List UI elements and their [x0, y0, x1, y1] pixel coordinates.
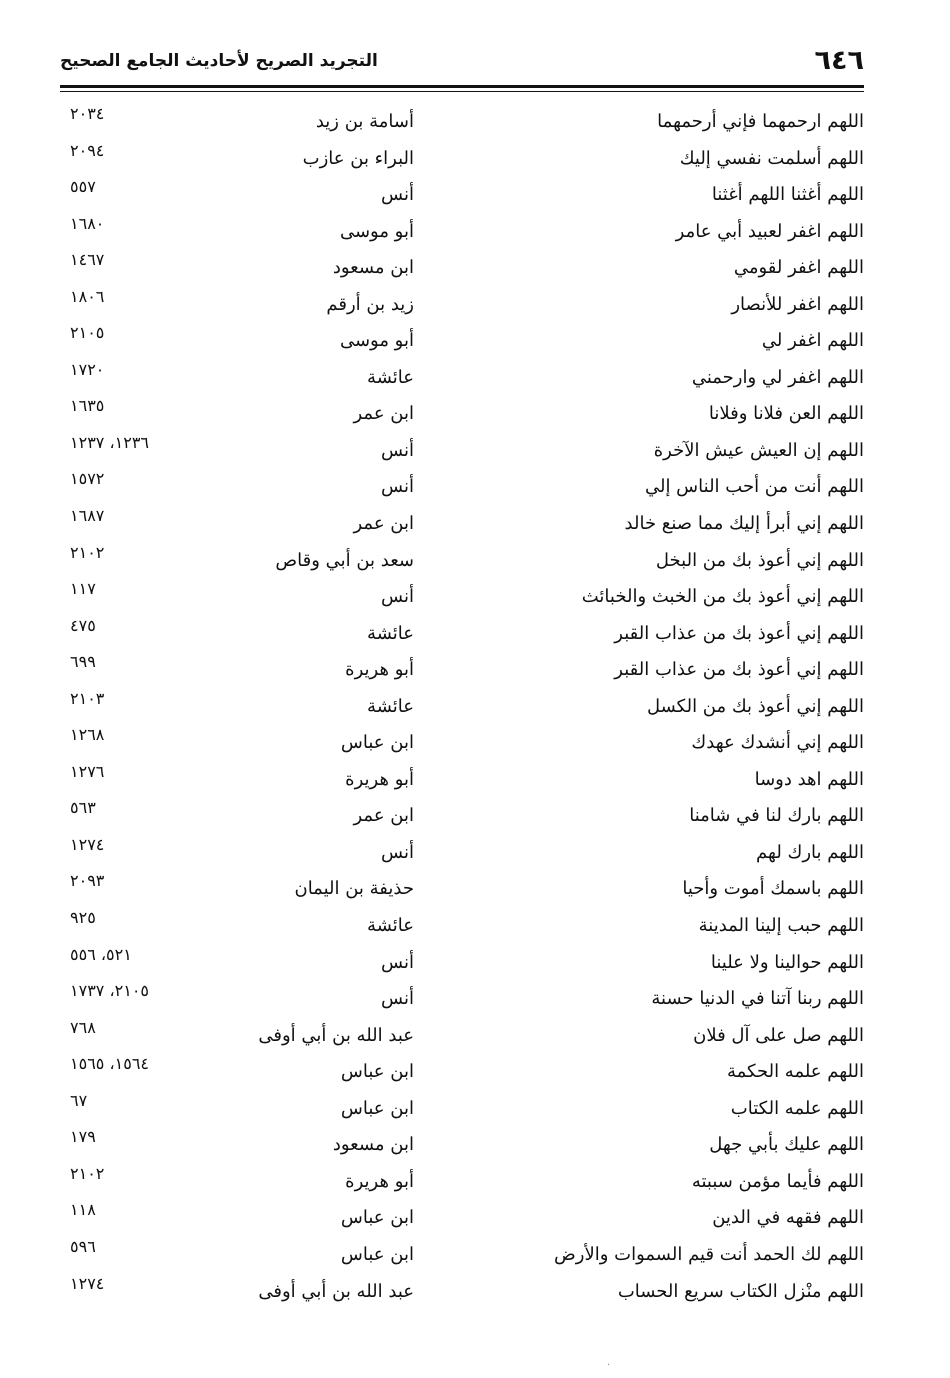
hadith-text: اللهم فأيما مؤمن سببته: [691, 1170, 864, 1192]
hadith-number: ١٤٦٧: [70, 250, 105, 270]
hadith-number: ١٦٣٥: [70, 396, 105, 416]
hadith-text: اللهم بارك لنا في شامنا: [689, 805, 864, 827]
hadith-number: ٢٠٩٤: [70, 140, 105, 160]
index-entry: [60, 506, 864, 547]
index-entry: [60, 908, 864, 949]
hadith-number: ١٢٧٦: [70, 761, 105, 781]
hadith-number: ٥٦٣: [70, 798, 96, 818]
index-entry: [60, 871, 864, 912]
hadith-text: اللهم حبب إلينا المدينة: [698, 915, 864, 937]
hadith-number: ٢١٠٢: [70, 542, 105, 562]
narrator-name: أنس: [381, 184, 414, 206]
narrator-name: عائشة: [367, 622, 414, 644]
hadith-number: ١٢٣٦، ١٢٣٧: [70, 432, 149, 452]
index-entry: [60, 1054, 864, 1095]
hadith-number: ٧٦٨: [70, 1017, 96, 1037]
hadith-text: اللهم إني أعوذ بك من عذاب القبر: [614, 622, 864, 644]
hadith-number: ٦٧: [70, 1090, 88, 1110]
hadith-text: اللهم علمه الكتاب: [730, 1097, 864, 1119]
hadith-text: اللهم إن العيش عيش الآخرة: [653, 439, 864, 461]
hadith-text: اللهم بارك لهم: [756, 841, 864, 863]
index-entry: [60, 944, 864, 986]
hadith-number: ٢١٠٣: [70, 688, 105, 708]
narrator-name: ابن مسعود: [332, 257, 414, 279]
narrator-name: ابن عباس: [340, 1061, 414, 1083]
narrator-name: أبو هريرة: [345, 659, 414, 681]
hadith-text: اللهم منْزل الكتاب سريع الحساب: [617, 1280, 864, 1302]
narrator-name: أنس: [381, 476, 414, 498]
index-entry: [60, 469, 864, 510]
hadith-number: ١١٨: [70, 1200, 96, 1220]
hadith-text: اللهم إني أعوذ بك من الكسل: [646, 695, 864, 717]
header-rule-thick: [60, 85, 864, 88]
index-entry: [60, 652, 864, 693]
narrator-name: ابن مسعود: [332, 1134, 414, 1156]
narrator-name: ابن عباس: [340, 732, 414, 754]
narrator-name: أنس: [381, 951, 414, 973]
index-entry: [60, 1090, 864, 1132]
narrator-name: أنس: [381, 586, 414, 608]
page-number: ٦٤٦: [814, 45, 864, 76]
hadith-number: ١٥٧٢: [70, 469, 105, 489]
index-entry: [60, 1127, 864, 1168]
narrator-name: أبو موسى: [339, 330, 414, 352]
narrator-name: حذيفة بن اليمان: [294, 878, 414, 900]
narrator-name: عائشة: [367, 915, 414, 937]
index-entry: [60, 1236, 864, 1278]
hadith-number: ٢١٠٥، ١٧٣٧: [70, 981, 149, 1001]
hadith-number: ١٥٦٤، ١٥٦٥: [70, 1054, 149, 1074]
hadith-number: ٥٢١، ٥٥٦: [70, 944, 132, 964]
index-entry: [60, 177, 864, 218]
hadith-number: ٥٥٧: [70, 177, 96, 197]
index-entry: [60, 981, 864, 1022]
hadith-number: ١٢٧٤: [70, 1273, 105, 1293]
hadith-number: ٥٩٦: [70, 1236, 96, 1256]
hadith-text: اللهم أغثنا اللهم أغثنا: [711, 184, 864, 206]
hadith-number: ٤٧٥: [70, 615, 96, 635]
hadith-number: ٢٠٣٤: [70, 104, 105, 123]
narrator-name: عبد الله بن أبي أوفى: [258, 1280, 414, 1302]
narrator-name: ابن عمر: [353, 513, 414, 535]
narrator-name: ابن عمر: [353, 805, 414, 827]
hadith-index-list: [60, 104, 864, 1314]
index-entry: [60, 834, 864, 876]
hadith-number: ١٦٨٠: [70, 213, 105, 233]
index-entry: [60, 323, 864, 364]
narrator-name: أنس: [381, 988, 414, 1010]
hadith-text: اللهم إني أعوذ بك من عذاب القبر: [614, 659, 864, 681]
hadith-text: اللهم اهد دوسا: [754, 768, 864, 790]
hadith-text: اللهم عليك بأبي جهل: [709, 1134, 864, 1156]
hadith-text: اللهم اغفر للأنصار: [731, 293, 864, 315]
narrator-name: أبو موسى: [339, 220, 414, 242]
book-title: التجريد الصريح لأحاديث الجامع الصحيح: [60, 51, 378, 71]
hadith-text: اللهم أنت من أحب الناس إلي: [644, 476, 864, 498]
hadith-text: اللهم إني أعوذ بك من الخبث والخبائث: [581, 586, 864, 608]
hadith-text: اللهم فقهه في الدين: [712, 1207, 864, 1229]
hadith-number: ٢٠٩٣: [70, 871, 105, 891]
hadith-text: اللهم حوالينا ولا علينا: [710, 951, 864, 973]
narrator-name: أبو هريرة: [345, 1170, 414, 1192]
narrator-name: أبو هريرة: [345, 768, 414, 790]
narrator-name: عائشة: [367, 366, 414, 388]
narrator-name: زيد بن أرقم: [326, 293, 414, 315]
index-entry: [60, 396, 864, 437]
narrator-name: سعد بن أبي وقاص: [275, 549, 414, 571]
header-rule-thin: [60, 91, 864, 92]
hadith-number: ١٧٩: [70, 1127, 96, 1147]
narrator-name: عائشة: [367, 695, 414, 717]
hadith-text: اللهم إني أبرأ إليك مما صنع خالد: [624, 513, 864, 535]
hadith-text: اللهم لك الحمد أنت قيم السموات والأرض: [554, 1243, 864, 1265]
index-entry: [60, 579, 864, 620]
index-entry: [60, 798, 864, 839]
hadith-text: اللهم إني أعوذ بك من البخل: [655, 549, 864, 571]
hadith-text: اللهم باسمك أموت وأحيا: [682, 878, 864, 900]
index-entry: [60, 213, 864, 255]
hadith-text: اللهم العن فلانا وفلانا: [708, 403, 864, 425]
hadith-number: ١٢٧٤: [70, 834, 105, 854]
index-entry: [60, 104, 864, 145]
narrator-name: البراء بن عازب: [302, 147, 414, 169]
hadith-number: ١٧٢٠: [70, 359, 105, 379]
hadith-number: ٢١٠٢: [70, 1163, 105, 1183]
index-entry: [60, 1273, 864, 1315]
hadith-text: اللهم صل على آل فلان: [693, 1024, 864, 1046]
hadith-number: ١٨٠٦: [70, 286, 105, 306]
hadith-text: اللهم اغفر لعبيد أبي عامر: [675, 220, 864, 242]
index-entry: [60, 359, 864, 401]
hadith-number: ١١٧: [70, 579, 96, 599]
hadith-text: اللهم اغفر لي وارحمني: [691, 366, 864, 388]
narrator-name: أنس: [381, 439, 414, 461]
index-entry: [60, 725, 864, 766]
narrator-name: ابن عمر: [353, 403, 414, 425]
hadith-text: اللهم إني أنشدك عهدك: [691, 732, 864, 754]
hadith-text: اللهم ارحمهما فإني أرحمهما: [657, 111, 864, 132]
narrator-name: ابن عباس: [340, 1207, 414, 1229]
hadith-number: ٦٩٩: [70, 652, 96, 672]
index-entry: [60, 1163, 864, 1205]
page-header: [60, 44, 864, 84]
index-entry: [60, 140, 864, 182]
hadith-text: اللهم ربنا آتنا في الدنيا حسنة: [651, 988, 864, 1010]
narrator-name: ابن عباس: [340, 1097, 414, 1119]
hadith-text: اللهم أسلمت نفسي إليك: [679, 147, 864, 169]
index-entry: [60, 688, 864, 730]
index-entry: [60, 1017, 864, 1059]
index-entry: [60, 286, 864, 328]
scan-speck: ·: [607, 1360, 611, 1371]
hadith-text: اللهم علمه الحكمة: [726, 1061, 864, 1083]
hadith-text: اللهم اغفر لي: [761, 330, 864, 352]
narrator-name: ابن عباس: [340, 1243, 414, 1265]
hadith-text: اللهم اغفر لقومي: [733, 257, 864, 279]
index-entry: [60, 1200, 864, 1241]
hadith-number: ١٦٨٧: [70, 506, 105, 526]
hadith-number: ٢١٠٥: [70, 323, 105, 343]
index-entry: [60, 542, 864, 584]
hadith-number: ١٢٦٨: [70, 725, 105, 745]
index-entry: [60, 615, 864, 657]
index-entry: [60, 761, 864, 803]
index-entry: [60, 250, 864, 291]
hadith-number: ٩٢٥: [70, 908, 96, 928]
narrator-name: أنس: [381, 841, 414, 863]
index-entry: [60, 432, 864, 474]
narrator-name: عبد الله بن أبي أوفى: [258, 1024, 414, 1046]
narrator-name: أسامة بن زيد: [315, 111, 414, 132]
